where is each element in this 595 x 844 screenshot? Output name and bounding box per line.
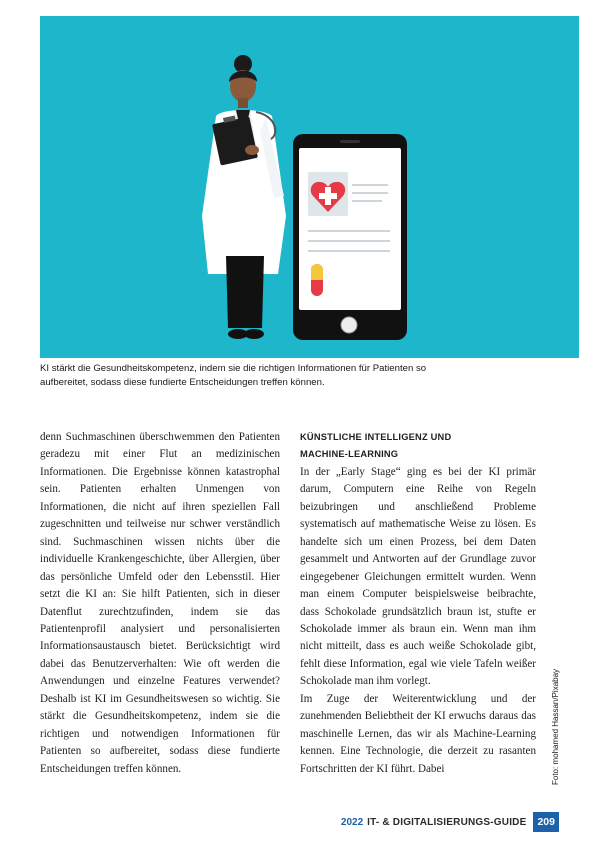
section-heading-line-2: MACHINE-LEARNING (300, 449, 399, 460)
illustration-svg (40, 16, 579, 358)
smartphone-icon (293, 134, 407, 340)
caption-line-2: aufbereitet, sodass diese fundierte Entscheidungen treffen können. (40, 377, 325, 388)
photo-credit: Foto: mohamed Hassan/Pixabay (551, 668, 560, 785)
doctor-figure (202, 55, 286, 339)
right-column (300, 429, 536, 778)
page-footer (341, 812, 559, 832)
caption-line-1: KI stärkt die Gesundheitskompetenz, indem sie die richtigen Informationen für Patienten so (40, 363, 427, 374)
figure-caption (40, 362, 560, 390)
right-column-paragraph-1: In der „Early Stage“ ging es bei der KI primär darum, Computern eine Reihe von Regeln beizubringen und anschließend Probleme systematisch auf mathematische Weise zu lösen. Es handelte sich um einen Prozess, bei dem Daten gesammelt und Antworten auf der Grundlage zuvor eingegebener Gleichungen ermittelt wurden. Wenn man einem Computer beispielsweise beibrachte, dass Schokolade grundsätzlich braun ist, stufte er Schokolade immer als braun ein. Wenn man ihm nicht mitteilt, dass es auch weiße Schokolade gibt, fehlt diese Information, egal wie viele Tafeln weißer Schokolade man ihm vorlegt. (300, 465, 536, 688)
left-column-text: denn Suchmaschinen überschwemmen den Patienten geradezu mit einer Flut an medizinischen Informationen. Die Ergebnisse können katastrophal sein. Patienten erhalten Unmengen von Informationen, die nicht auf ihren speziellen Fall zugeschnitten und teilweise nur schwer verständlich sind. Suchmaschinen wissen nichts über die individuelle Krankengeschichte, über Allergien, über das persönliche Umfeld oder den Lebensstil. Hier setzt die KI an: Sie hilft Patienten, sich in dieser Datenflut zurechtzufinden, indem sie das Patientenprofil analysiert und personalisierten Informationsaustausch bietet. Berücksichtigt wird dabei das Benutzerverhalten: Wie oft werden die Anwendungen und einzelne Features verwendet? Deshalb ist KI im Gesundheitswesen so wichtig. Sie stärkt die Gesundheitskompetenz, indem sie die richtigen und notwendigen Informationen für Patienten so aufbereitet, sodass diese fundierte Entscheidungen treffen können. (40, 431, 280, 775)
left-column (40, 429, 280, 778)
footer-year: 2022 (340, 816, 364, 828)
page-number: 209 (533, 812, 559, 832)
right-column-paragraph-2: Im Zuge der Weiterentwicklung und der zunehmenden Beliebtheit der KI erwuchs daraus das maschinelle Lernen, das wir als Machine-Learning kennen. Eine Technologie, die derzeit zu rasanten Fortschritten der KI führt. Dabei (300, 692, 536, 775)
hero-illustration (40, 16, 579, 358)
pill-capsule-icon (311, 264, 323, 296)
section-heading-line-1: KÜNSTLICHE INTELLIGENZ UND (300, 432, 452, 442)
footer-guide-title: IT- & DIGITALISIERUNGS-GUIDE (367, 816, 527, 828)
